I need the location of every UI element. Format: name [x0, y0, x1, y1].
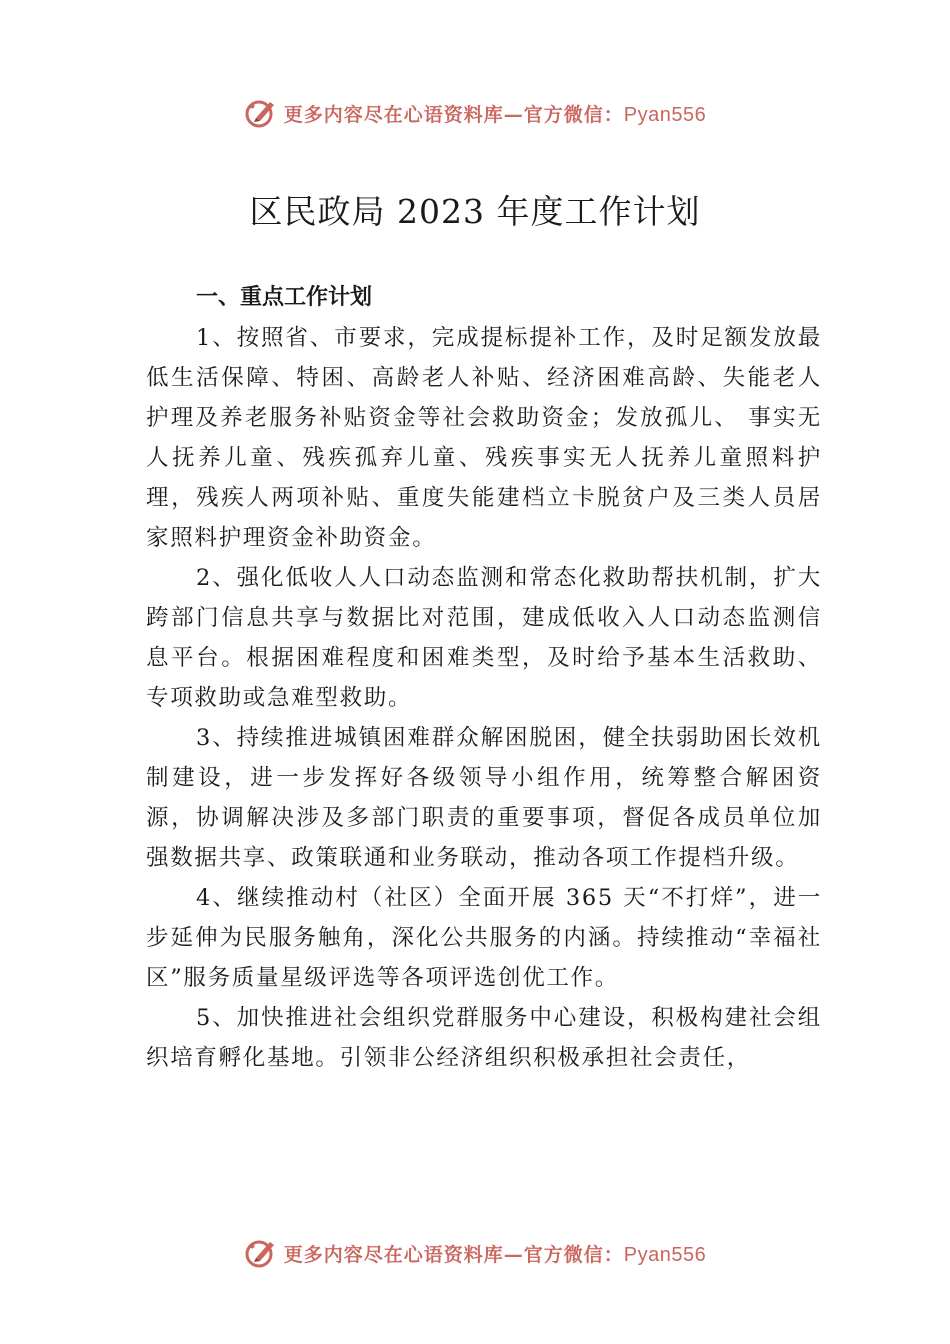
watermark-header	[0, 96, 950, 130]
paragraph-3: 3、持续推进城镇困难群众解困脱困，健全扶弱助困长效机制建设，进一步发挥好各级领导小组作用，统筹整合解困资源，协调解决涉及多部门职责的重要事项，督促各成员单位加强数据共享、政策联通和业务联动，推动各项工作提档升级。	[146, 725, 822, 871]
writing-pen-logo-icon	[244, 96, 278, 130]
watermark-text	[284, 100, 706, 127]
watermark-account: Pyan556	[623, 103, 707, 126]
watermark-account: Pyan556	[623, 1243, 707, 1266]
writing-pen-logo-icon	[244, 1236, 278, 1270]
section-heading: 一、重点工作计划	[196, 285, 373, 310]
document-title: 区民政局 2023 年度工作计划	[249, 192, 701, 231]
watermark-label: 更多内容尽在心语资料库—官方微信：	[283, 103, 624, 126]
document-body	[146, 278, 822, 1078]
watermark-text	[284, 1240, 706, 1267]
paragraph-5: 5、加快推进社会组织党群服务中心建设，积极构建社会组织培育孵化基地。引领非公经济组织积极承担社会责任，	[146, 1005, 822, 1071]
paragraph-2: 2、强化低收人人口动态监测和常态化救助帮扶机制，扩大跨部门信息共享与数据比对范围，建成低收入人口动态监测信息平台。根据困难程度和困难类型，及时给予基本生活救助、专项救助或急难型救助。	[146, 565, 822, 711]
paragraph-1: 1、按照省、市要求，完成提标提补工作，及时足额发放最低生活保障、特困、高龄老人补贴、经济困难高龄、失能老人护理及养老服务补贴资金等社会救助资金；发放孤儿、 事实无人抚养儿童、残疾孤弃儿童、残疾事实无人抚养儿童照料护理，残疾人两项补贴、重度失能建档立卡脱贫户及三类人员居家照料护理资金补助资金。	[146, 325, 822, 551]
watermark-footer	[0, 1236, 950, 1270]
watermark-label: 更多内容尽在心语资料库—官方微信：	[283, 1243, 624, 1266]
paragraph-4: 4、继续推动村（社区）全面开展 365 天“不打烊”，进一步延伸为民服务触角，深化公共服务的内涵。持续推动“幸福社区”服务质量星级评选等各项评选创优工作。	[146, 885, 822, 991]
